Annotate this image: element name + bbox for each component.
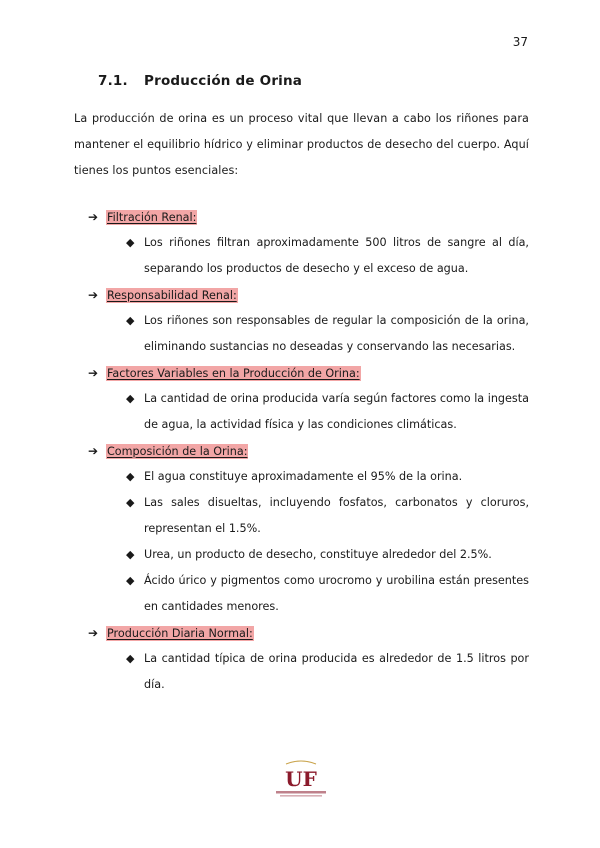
svg-text:UF: UF <box>285 767 317 791</box>
sub-bullet <box>126 230 529 282</box>
list-item <box>88 282 529 360</box>
sub-bullet-text: La cantidad típica de orina producida es alrededor de 1.5 litros por día. <box>144 652 529 691</box>
diamond-bullet-icon: ◆ <box>126 574 135 587</box>
sub-bullet <box>126 542 529 568</box>
category-label: Filtración Renal: <box>107 210 197 224</box>
sub-bullet-text: Los riñones son responsables de regular la composición de la orina, eliminando sustancias no deseadas y conservando las necesarias. <box>144 314 529 353</box>
section-title: Producción de Orina <box>144 73 303 89</box>
arrow-right-icon: ➔ <box>88 210 99 224</box>
sub-bullet-text: Ácido úrico y pigmentos como urocromo y urobilina están presentes en cantidades menores. <box>144 574 529 613</box>
category-row <box>88 282 529 308</box>
category-row <box>88 360 529 386</box>
diamond-bullet-icon: ◆ <box>126 548 135 561</box>
category-row <box>88 620 529 646</box>
diamond-bullet-icon: ◆ <box>126 236 135 249</box>
sub-bullet-text: La cantidad de orina producida varía según factores como la ingesta de agua, la actividad física y las condiciones climáticas. <box>144 392 529 431</box>
university-logo <box>272 760 330 800</box>
diamond-bullet-icon: ◆ <box>126 652 135 665</box>
arrow-right-icon: ➔ <box>88 444 99 458</box>
diamond-bullet-icon: ◆ <box>126 496 135 509</box>
diamond-bullet-icon: ◆ <box>126 392 135 405</box>
category-label: Factores Variables en la Producción de Orina: <box>107 366 360 380</box>
sub-bullet <box>126 646 529 698</box>
list-item <box>88 438 529 620</box>
section-number: 7.1. <box>98 73 128 89</box>
list-item <box>88 204 529 282</box>
intro-paragraph: La producción de orina es un proceso vital que llevan a cabo los riñones para mantener el equilibrio hídrico y eliminar productos de desecho del cuerpo. Aquí tienes los puntos esenciales: <box>74 112 529 177</box>
arrow-right-icon: ➔ <box>88 288 99 302</box>
sub-bullet-text: El agua constituye aproximadamente el 95% de la orina. <box>144 470 463 483</box>
sub-bullet <box>126 308 529 360</box>
arrow-right-icon: ➔ <box>88 626 99 640</box>
sub-bullet <box>126 568 529 620</box>
sub-bullet-text: Las sales disueltas, incluyendo fosfatos, carbonatos y cloruros, representan el 1.5%. <box>144 496 529 535</box>
arrow-right-icon: ➔ <box>88 366 99 380</box>
category-label: Producción Diaria Normal: <box>107 626 253 640</box>
diamond-bullet-icon: ◆ <box>126 470 135 483</box>
category-row <box>88 438 529 464</box>
category-label: Responsabilidad Renal: <box>107 288 237 302</box>
sub-bullet-text: Los riñones filtran aproximadamente 500 litros de sangre al día, separando los productos de desecho y el exceso de agua. <box>144 236 529 275</box>
diamond-bullet-icon: ◆ <box>126 314 135 327</box>
list-item <box>88 360 529 438</box>
category-label: Composición de la Orina: <box>107 444 248 458</box>
section-heading <box>98 73 302 89</box>
sub-bullet <box>126 386 529 438</box>
sub-bullet <box>126 464 529 490</box>
list-item <box>88 620 529 698</box>
page-number: 37 <box>512 35 528 49</box>
bullet-list <box>88 204 529 698</box>
category-row <box>88 204 529 230</box>
sub-bullet-text: Urea, un producto de desecho, constituye alrededor del 2.5%. <box>144 548 492 561</box>
sub-bullet <box>126 490 529 542</box>
